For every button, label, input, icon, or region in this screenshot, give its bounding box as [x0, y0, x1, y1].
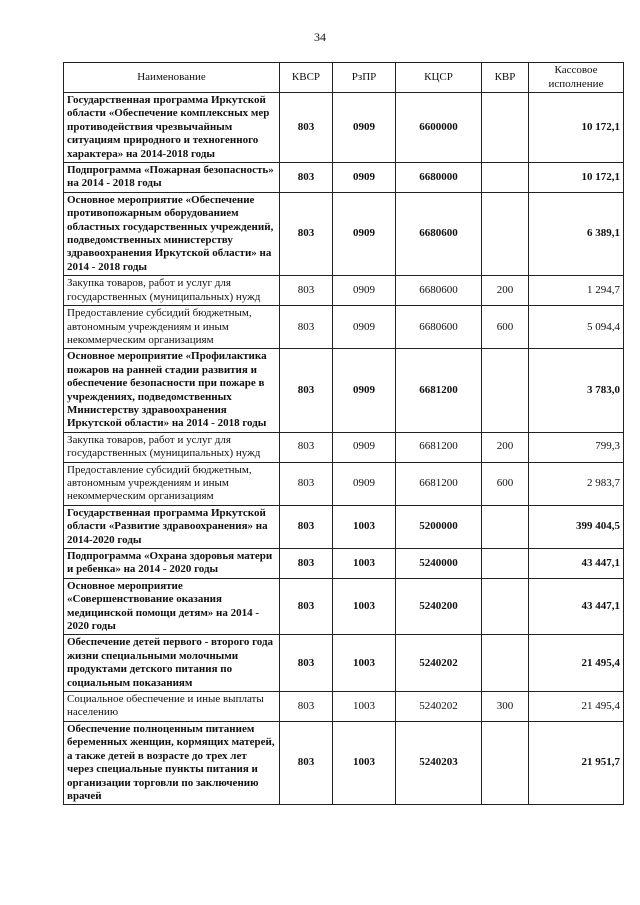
cell-kvr	[482, 721, 529, 804]
header-kvr: КВР	[482, 63, 529, 93]
cell-kcsr: 5200000	[396, 505, 482, 548]
cell-rzpr: 1003	[333, 635, 396, 692]
cell-kvsr: 803	[280, 93, 333, 163]
table-row	[64, 462, 624, 505]
cell-rzpr: 1003	[333, 721, 396, 804]
cell-kvr	[482, 549, 529, 579]
cell-kvsr: 803	[280, 432, 333, 462]
cell-kvr: 600	[482, 306, 529, 349]
cell-amount: 399 404,5	[529, 505, 624, 548]
cell-name: Основное мероприятие «Обеспечение противопожарным оборудованием областных государственных учреждений, подведомственных министерству здравоохранения Иркутской области» на 2014 - 2018 годы	[64, 192, 280, 275]
header-rzpr: РзПР	[333, 63, 396, 93]
cell-amount: 5 094,4	[529, 306, 624, 349]
cell-kvsr: 803	[280, 549, 333, 579]
cell-amount: 21 495,4	[529, 692, 624, 722]
cell-rzpr: 0909	[333, 306, 396, 349]
cell-name: Основное мероприятие «Профилактика пожаров на ранней стадии развития и обеспечение безопасности при пожаре в учреждениях, подведомственных Министерству здравоохранения Иркутской области» на 2014 - 2018 годы	[64, 349, 280, 432]
table-row	[64, 505, 624, 548]
cell-kcsr: 6600000	[396, 93, 482, 163]
cell-kvsr: 803	[280, 578, 333, 635]
cell-name: Закупка товаров, работ и услуг для государственных (муниципальных) нужд	[64, 432, 280, 462]
cell-rzpr: 0909	[333, 163, 396, 193]
cell-kcsr: 5240202	[396, 692, 482, 722]
cell-kvsr: 803	[280, 635, 333, 692]
cell-kvr	[482, 505, 529, 548]
cell-kvr: 200	[482, 432, 529, 462]
cell-rzpr: 0909	[333, 349, 396, 432]
cell-rzpr: 1003	[333, 549, 396, 579]
cell-kvsr: 803	[280, 192, 333, 275]
cell-rzpr: 0909	[333, 462, 396, 505]
table-row	[64, 192, 624, 275]
cell-kvr	[482, 192, 529, 275]
cell-kvr	[482, 578, 529, 635]
cell-kvsr: 803	[280, 163, 333, 193]
cell-kvr	[482, 93, 529, 163]
table-row	[64, 578, 624, 635]
table-row	[64, 692, 624, 722]
cell-kvr	[482, 349, 529, 432]
cell-name: Государственная программа Иркутской области «Развитие здравоохранения» на 2014-2020 годы	[64, 505, 280, 548]
cell-kvr: 200	[482, 276, 529, 306]
page-number: 34	[314, 30, 326, 44]
cell-rzpr: 1003	[333, 692, 396, 722]
cell-amount: 3 783,0	[529, 349, 624, 432]
cell-kcsr: 5240203	[396, 721, 482, 804]
table-body	[64, 93, 624, 805]
cell-kvsr: 803	[280, 505, 333, 548]
cell-kcsr: 6681200	[396, 349, 482, 432]
header-amount: Кассовое исполнение	[529, 63, 624, 93]
cell-amount: 2 983,7	[529, 462, 624, 505]
cell-kvr: 300	[482, 692, 529, 722]
cell-kcsr: 6680600	[396, 276, 482, 306]
cell-kvsr: 803	[280, 276, 333, 306]
cell-amount: 799,3	[529, 432, 624, 462]
header-name: Наименование	[64, 63, 280, 93]
cell-name: Социальное обеспечение и иные выплаты населению	[64, 692, 280, 722]
cell-name: Основное мероприятие «Совершенствование оказания медицинской помощи детям» на 2014 - 2020 годы	[64, 578, 280, 635]
cell-kcsr: 6681200	[396, 432, 482, 462]
table-row	[64, 93, 624, 163]
cell-rzpr: 1003	[333, 505, 396, 548]
cell-kcsr: 6680000	[396, 163, 482, 193]
budget-execution-table	[63, 62, 624, 805]
table-row	[64, 432, 624, 462]
cell-kvr	[482, 635, 529, 692]
cell-rzpr: 1003	[333, 578, 396, 635]
cell-amount: 21 495,4	[529, 635, 624, 692]
cell-kcsr: 5240000	[396, 549, 482, 579]
cell-name: Предоставление субсидий бюджетным, автономным учреждениям и иным некоммерческим организациям	[64, 306, 280, 349]
cell-kvsr: 803	[280, 721, 333, 804]
table-row	[64, 549, 624, 579]
cell-amount: 1 294,7	[529, 276, 624, 306]
table-row	[64, 721, 624, 804]
cell-kvr: 600	[482, 462, 529, 505]
cell-amount: 21 951,7	[529, 721, 624, 804]
cell-name: Подпрограмма «Охрана здоровья матери и ребенка» на 2014 - 2020 годы	[64, 549, 280, 579]
cell-amount: 10 172,1	[529, 93, 624, 163]
table-row	[64, 276, 624, 306]
cell-amount: 6 389,1	[529, 192, 624, 275]
table-row	[64, 635, 624, 692]
cell-name: Закупка товаров, работ и услуг для государственных (муниципальных) нужд	[64, 276, 280, 306]
cell-kvsr: 803	[280, 306, 333, 349]
cell-kcsr: 6680600	[396, 306, 482, 349]
table-header-row	[64, 63, 624, 93]
cell-kcsr: 6680600	[396, 192, 482, 275]
header-kcsr: КЦСР	[396, 63, 482, 93]
table-row	[64, 306, 624, 349]
cell-name: Государственная программа Иркутской области «Обеспечение комплексных мер противодействия чрезвычайным ситуациям природного и техногенного характера» на 2014-2018 годы	[64, 93, 280, 163]
cell-kvsr: 803	[280, 462, 333, 505]
table-row	[64, 163, 624, 193]
cell-kcsr: 5240200	[396, 578, 482, 635]
cell-kvsr: 803	[280, 349, 333, 432]
cell-name: Обеспечение полноценным питанием беременных женщин, кормящих матерей, а также детей в возрасте до трех лет через специальные пункты питания и организации торговли по заключению врачей	[64, 721, 280, 804]
cell-name: Предоставление субсидий бюджетным, автономным учреждениям и иным некоммерческим организациям	[64, 462, 280, 505]
cell-rzpr: 0909	[333, 192, 396, 275]
header-kvsr: КВСР	[280, 63, 333, 93]
cell-kcsr: 5240202	[396, 635, 482, 692]
cell-kvr	[482, 163, 529, 193]
cell-kcsr: 6681200	[396, 462, 482, 505]
cell-kvsr: 803	[280, 692, 333, 722]
cell-rzpr: 0909	[333, 432, 396, 462]
cell-amount: 43 447,1	[529, 578, 624, 635]
cell-name: Обеспечение детей первого - второго года жизни специальными молочными продуктами детского питания по социальным показаниям	[64, 635, 280, 692]
cell-name: Подпрограмма «Пожарная безопасность» на 2014 - 2018 годы	[64, 163, 280, 193]
table-row	[64, 349, 624, 432]
cell-rzpr: 0909	[333, 276, 396, 306]
cell-rzpr: 0909	[333, 93, 396, 163]
cell-amount: 10 172,1	[529, 163, 624, 193]
cell-amount: 43 447,1	[529, 549, 624, 579]
